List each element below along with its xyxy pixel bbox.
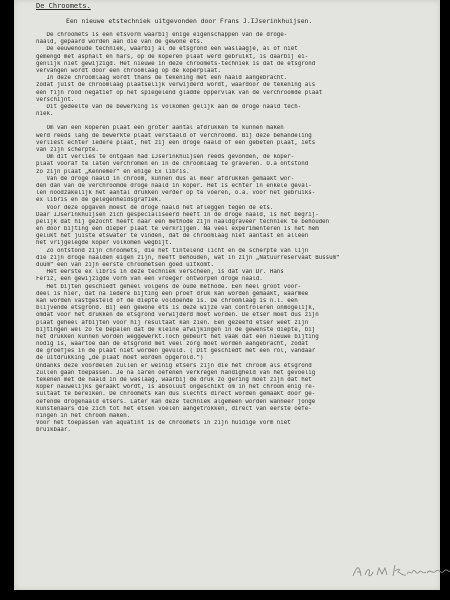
text-line: Om van een koperen plaat een groter aantal afdrukken te kunnen maken bbox=[36, 125, 284, 132]
text-line: Zo ontstond zijn chroomets, die het tintelend licht en de scherpte van lijn bbox=[36, 247, 309, 254]
text-line: Daar IJserinkhuijsen zich gespecialiseerd heeft in de droge naald, is het begrij- bbox=[36, 211, 319, 218]
document-subtitle: Een nieuwe etstechniek uitgevonden door Frans J.IJserinkhuijsen. bbox=[66, 17, 313, 25]
text-line: den dan van de verchroomde droge naald in koper. Het is echter in enkele geval- bbox=[36, 182, 312, 189]
text-line: Het eerste ex libris in deze techniek verscheen, is dat van Dr. Hans bbox=[36, 269, 284, 276]
document-page bbox=[14, 0, 440, 590]
text-line: genlijk niet gewijzigd. Het nieuwe in deze chroomets-techniek is dat de etsgrond bbox=[36, 60, 316, 67]
text-line: bruikbaar. bbox=[36, 427, 71, 434]
text-line: kan worden vastgesteld of de diepte voldoende is. De chroomlaag is n.l. een bbox=[36, 297, 298, 304]
text-line: bijtingen wel zo te bepalen dat de kleine afwijkingen in de gewenste diepte, bij bbox=[36, 326, 316, 333]
text-line: De chroomets is een etsvorm waarbij enige eigenschappen van de droge- bbox=[36, 32, 288, 38]
text-line: Voor deze opgaven moest de droge naald het afleggen tegen de ets. bbox=[36, 204, 274, 211]
text-line: plaat vooraf te laten verchromen en in de chroomlaag te graveren. O.a ontstond bbox=[36, 161, 309, 168]
document-body bbox=[36, 32, 448, 435]
text-line: Van de droge naald in chroom, kunnen dus al meer afdrukken gemaakt wor- bbox=[36, 175, 295, 182]
text-line: koper nauwelijks geraakt wordt, is absoluut ongeschikt om in het chroom enig re- bbox=[36, 384, 316, 391]
text-line: Voor het toepassen van aquatint is de chroomets in zijn huidige vorm niet bbox=[36, 420, 291, 427]
text-line: het drukken kunnen worden weggewerkt.Toch gebeurt het vaak dat een nieuwe bijting bbox=[36, 333, 319, 340]
text-line: Het bijten geschiedt geheel volgens de oude methode. Een heel groot voor- bbox=[36, 283, 302, 290]
text-line: naald, gepaard worden aan die van de gewone ets. bbox=[36, 39, 204, 46]
text-line: oefende drogenaald etsers. Later kan deze techniek algemeen worden wanneer jonge bbox=[36, 398, 316, 405]
text-line: tekenen met de naald in de waslaag, waarbij de druk zo gering moet zijn dat het bbox=[36, 377, 312, 383]
text-line: en door bijting een dieper plaat te verkrijgen. Na veel experimenteren is het hem bbox=[36, 226, 319, 233]
text-line: de groefjes in de plaat niet worden gevuld. ( Dit geschiedt met een rol, vandaar bbox=[36, 348, 316, 355]
text-line: zo zijn plaat „Kennemer“ en enige Ex libris. bbox=[36, 168, 190, 175]
text-line: zodat juist de chroomlaag plaatselijk verwijderd wordt, waardoor de tekening als bbox=[36, 82, 316, 89]
text-line: gelukt het juiste etswater te vinden, dat de chroomlaag niet aantast en alleen bbox=[36, 233, 309, 240]
text-line: niek. bbox=[36, 111, 54, 118]
text-line: deel is hier, dat na iedere bijting een proef druk kan worden gemaakt, waarmee bbox=[36, 290, 309, 297]
text-line: omdat voor het drukken de etsgrond verwijderd moet worden. De etser moet dus zijn bbox=[36, 312, 319, 319]
text-line: len noodzakelijk het aantal drukken verder op te voeren, o.a. voor het gebruiks- bbox=[36, 190, 316, 197]
handwritten-signature bbox=[349, 560, 450, 582]
text-line: verschijnt. bbox=[36, 96, 75, 103]
text-line: verliest echter iedere plaat, het zij een droge naald of een gebeten plaat, iets bbox=[36, 139, 316, 146]
text-line: Om dit verlies te ontgaan had IJserinkhuijsen reeds gevonden, de koper- bbox=[36, 154, 295, 161]
text-line bbox=[36, 118, 448, 125]
text-line: kunstenaars die zich tot het etsen voelen aangetrokken, direct van eerste oefe- bbox=[36, 405, 312, 412]
text-line: zullen gaan toepassen. Je na iaren oefenen verkregen handigheid van het gevoelig bbox=[36, 369, 316, 376]
text-line: ex libris en de gelegenheidsgrafiek. bbox=[36, 197, 162, 204]
text-line: In deze chroomlaag wordt thans de tekening met een naald aangebracht. bbox=[36, 75, 288, 82]
text-line: nodig is, waartoe dan de etsgrond met veel zorg moet worden aangebracht, zodat bbox=[36, 341, 309, 348]
text-line: het vrijgelegde koper volkomen wegbijt. bbox=[36, 240, 173, 247]
text-line: plaat geheel afbijten voor hij resultaat kan zien. Een gezeefd etser weet zijn bbox=[36, 319, 309, 326]
text-line: van zijn scherpte. bbox=[36, 147, 99, 153]
scan-border bbox=[0, 590, 450, 600]
text-line: sultaat te bereiken. De chroomets kan dus slechts direct worden gemaakt door ge- bbox=[36, 391, 316, 398]
text-line: gemengd met asphalt en hars, op de koperen plaat werd gebruikt, is daarbij ei- bbox=[36, 53, 309, 60]
text-line: vervangen wordt door een chroomlaag op de koperplaat. bbox=[36, 67, 221, 74]
text-line: die zijn droge naalden eigen zijn, heeft behouden, wat in zijn „Natuurreservaat Bussum“ bbox=[36, 254, 340, 261]
text-line: duum“ een van zijn eerste chroometsen goed uitkomt. bbox=[36, 262, 214, 268]
text-line: werd reeds lang de bewerkte plaat verstaald of verchroomd. Bij deze behandeling bbox=[36, 132, 312, 139]
text-line: een fijn rood negatief op het spiegelend gladde oppervlak van de verchroomde plaat bbox=[36, 89, 323, 96]
text-line: Ondanks deze voordelen zullen er weinig etsers zijn die het chroom als etsgrond bbox=[36, 362, 312, 369]
text-line: De eeuwenoude techniek, waarbij al de etsgrond een waslaagje, al of niet bbox=[36, 46, 298, 53]
text-line: pelijk dat hij gezocht heeft naar een methode zijn naaldgraveer techniek te behouden bbox=[36, 218, 330, 225]
text-line: Feriz, een gewijzigde vorm van een vroeger ontworpen droge naald. bbox=[36, 276, 263, 283]
text-line: ningen in het chroom maken. bbox=[36, 412, 131, 419]
text-line: Dit gedeelte van de bewerking is volkomen gelijk aan de droge naald tech- bbox=[36, 103, 302, 110]
text-line: blijvende etsgrond. Bij een gewone ets is deze wijze van controleren onmogelijk, bbox=[36, 305, 316, 312]
document-title: De Chroomets. bbox=[36, 2, 91, 10]
text-line: de uitdrukking „de plaat moet worden opgerold.“) bbox=[36, 355, 204, 362]
